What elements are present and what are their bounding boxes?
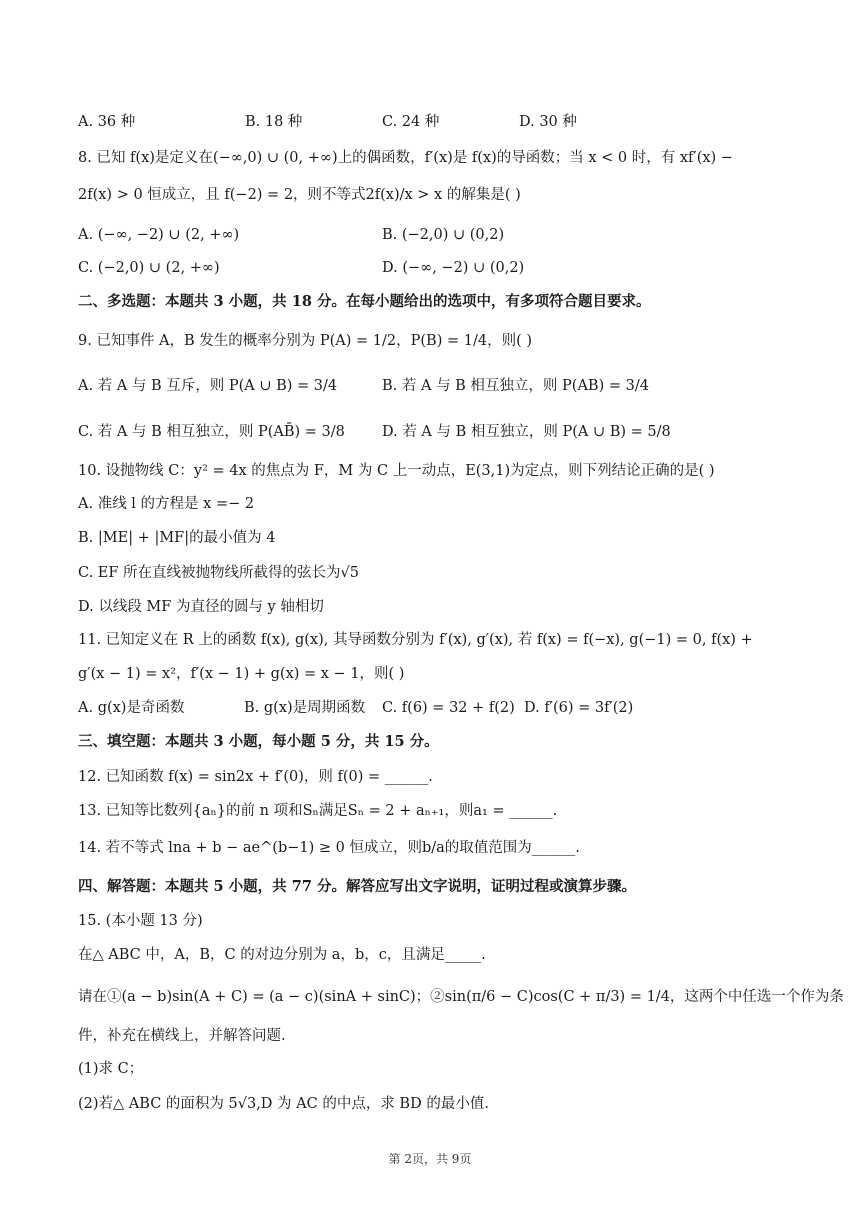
q11-option-a: A. g(x)是奇函数 (78, 700, 185, 716)
q15-line3: 件，补充在横线上，并解答问题. (78, 1028, 286, 1044)
page-footer: 第 2页，共 9页 (388, 1152, 472, 1166)
q10-option-b: B. |ME| + |MF|的最小值为 4 (78, 530, 276, 546)
q7-option-a: A. 36 种 (78, 114, 136, 130)
q15-line1: 在△ ABC 中，A，B，C 的对边分别为 a，b，c，且满足_____. (78, 947, 486, 963)
section-heading-solutions: 四、解答题：本题共 5 小题，共 77 分。解答应写出文字说明，证明过程或演算步骤。 (78, 878, 636, 895)
q10-option-a: A. 准线 l 的方程是 x =− 2 (78, 496, 255, 512)
q9-option-d: D. 若 A 与 B 相互独立，则 P(A ∪ B) = 5/8 (382, 424, 671, 440)
q7-option-d: D. 30 种 (519, 114, 577, 130)
q10-option-d: D. 以线段 MF 为直径的圆与 y 轴相切 (78, 599, 324, 615)
q15-header: 15. (本小题 13 分) (78, 913, 203, 929)
q8-option-c: C. (−2,0) ∪ (2, +∞) (78, 260, 220, 276)
q12-stem: 12. 已知函数 f(x) = sin2x + f′(0)，则 f(0) = ______. (78, 769, 433, 785)
q11-stem-line2: g′(x − 1) = x²，f′(x − 1) + g(x) = x − 1，则( ) (78, 666, 405, 682)
q8-stem-line2: 2f(x) > 0 恒成立，且 f(−2) = 2，则不等式2f(x)/x > x 的解集是( ) (78, 187, 521, 203)
q11-option-b: B. g(x)是周期函数 (244, 700, 366, 716)
section-heading-fill-in: 三、填空题：本题共 3 小题，每小题 5 分，共 15 分。 (78, 733, 439, 750)
q15-part1: (1)求 C； (78, 1061, 144, 1077)
q7-option-c: C. 24 种 (382, 114, 440, 130)
q15-line2: 请在①(a − b)sin(A + C) = (a − c)(sinA + sinC)；②sin(π/6 − C)cos(C + π/3) = 1/4，这两个中任选一个作为条 (78, 989, 844, 1005)
q9-option-b: B. 若 A 与 B 相互独立，则 P(AB) = 3/4 (382, 378, 649, 394)
q10-option-c: C. EF 所在直线被抛物线所截得的弦长为√5 (78, 565, 360, 581)
q8-option-b: B. (−2,0) ∪ (0,2) (382, 227, 505, 243)
q7-option-b: B. 18 种 (245, 114, 303, 130)
q8-stem-line1: 8. 已知 f(x)是定义在(−∞,0) ∪ (0, +∞)上的偶函数，f′(x)是 f(x)的导函数；当 x < 0 时，有 xf′(x) − (78, 150, 733, 166)
q8-option-d: D. (−∞, −2) ∪ (0,2) (382, 260, 525, 276)
q10-stem: 10. 设抛物线 C：y² = 4x 的焦点为 F，M 为 C 上一动点，E(3,1)为定点，则下列结论正确的是( ) (78, 463, 715, 479)
q11-stem-line1: 11. 已知定义在 R 上的函数 f(x), g(x), 其导函数分别为 f′(x), g′(x), 若 f(x) = f(−x), g(−1) = 0, f(x) + (78, 632, 753, 648)
q15-part2: (2)若△ ABC 的面积为 5√3,D 为 AC 的中点，求 BD 的最小值. (78, 1096, 489, 1112)
q11-option-d: D. f′(6) = 3f′(2) (524, 700, 634, 716)
q14-stem: 14. 若不等式 lna + b − ae^(b−1) ≥ 0 恒成立，则b/a的取值范围为______. (78, 840, 580, 856)
section-heading-multiple-choice: 二、多选题：本题共 3 小题，共 18 分。在每小题给出的选项中，有多项符合题目要求。 (78, 293, 651, 310)
q11-option-c: C. f(6) = 32 + f(2) (382, 700, 515, 716)
q9-stem: 9. 已知事件 A，B 发生的概率分别为 P(A) = 1/2，P(B) = 1/4，则( ) (78, 333, 532, 349)
q9-option-c: C. 若 A 与 B 相互独立，则 P(AB̄) = 3/8 (78, 424, 345, 440)
q8-option-a: A. (−∞, −2) ∪ (2, +∞) (78, 227, 240, 243)
q9-option-a: A. 若 A 与 B 互斥，则 P(A ∪ B) = 3/4 (78, 378, 338, 394)
q13-stem: 13. 已知等比数列{aₙ}的前 n 项和Sₙ满足Sₙ = 2 + aₙ₊₁，则a₁ = ______. (78, 803, 558, 819)
